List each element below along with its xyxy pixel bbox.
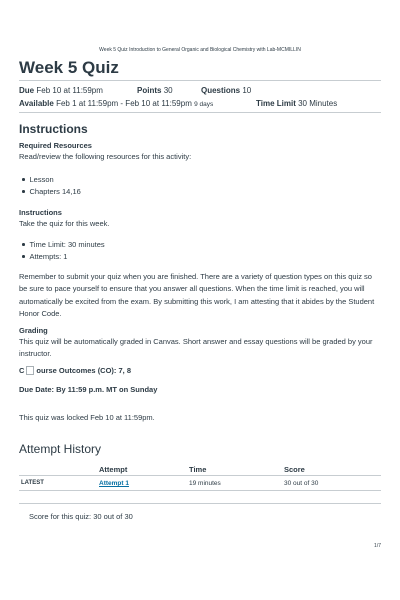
grading-text: This quiz will be automatically graded in Canvas. Short answer and essay questions will be graded by your instructor.	[19, 337, 373, 359]
attempt-score: 30 out of 30	[284, 480, 319, 487]
table-row-divider	[19, 490, 381, 491]
available-value: Feb 1 at 11:59pm - Feb 10 at 11:59pm	[56, 99, 192, 108]
questions-info	[201, 86, 251, 95]
grading-heading: Grading	[19, 326, 48, 335]
title-divider	[19, 80, 381, 81]
course-outcomes	[19, 366, 131, 375]
meta-divider	[19, 112, 381, 113]
available-info	[19, 99, 213, 108]
course-outcomes-text: ourse Outcomes (CO): 7, 8	[36, 366, 132, 375]
due-value: Feb 10 at 11:59pm	[36, 86, 103, 95]
points-value: 30	[163, 86, 173, 95]
available-days: 9 days	[194, 101, 214, 108]
column-header-score: Score	[284, 465, 305, 474]
instructions-heading: Instructions	[19, 122, 88, 136]
latest-label: LATEST	[21, 480, 44, 486]
score-summary: Score for this quiz: 30 out of 30	[29, 512, 133, 521]
required-resources-heading: Required Resources	[19, 141, 92, 150]
time-limit-value: 30 Minutes	[298, 99, 338, 108]
resource-item: Lesson	[29, 175, 54, 184]
bullet-icon	[22, 243, 25, 246]
instruction-item: Attempts: 1	[29, 252, 68, 261]
page-number: 1/7	[374, 543, 381, 549]
bullet-icon	[22, 178, 25, 181]
attempt-link[interactable]: Attempt 1	[99, 480, 129, 487]
course-outcomes-prefix: C	[19, 366, 25, 375]
points-info	[137, 86, 173, 95]
questions-label: Questions	[201, 86, 241, 95]
points-label: Points	[137, 86, 162, 95]
resource-item: Chapters 14,16	[29, 187, 81, 196]
available-label: Available	[19, 99, 54, 108]
locked-notice: This quiz was locked Feb 10 at 11:59pm.	[19, 413, 155, 422]
bullet-icon	[22, 255, 25, 258]
attempt-time: 19 minutes	[189, 480, 221, 487]
score-divider	[19, 503, 381, 504]
bullet-icon	[22, 190, 25, 193]
instructions-subheading: Instructions	[19, 208, 62, 217]
list-item	[22, 175, 54, 184]
document-header: Week 5 Quiz Introduction to General Organic and Biological Chemistry with Lab-MCMILLIN	[99, 47, 301, 53]
due-info	[19, 86, 103, 95]
reminder-text: Remember to submit your quiz when you are finished. There are a variety of question types on this quiz so be sure to pace yourself to ensure that you answer all questions. When the time limit is reached, you will automatically be excited from the exam. By submitting this work, I am attesting that it abides by the Student Honor Code.	[19, 272, 375, 318]
column-header-attempt: Attempt	[99, 465, 128, 474]
attempt-history-heading: Attempt History	[19, 442, 102, 456]
questions-value: 10	[242, 86, 252, 95]
due-label: Due	[19, 86, 35, 95]
list-item	[22, 240, 105, 249]
time-limit-info	[256, 99, 337, 108]
instruction-item: Time Limit: 30 minutes	[29, 240, 105, 249]
table-header-divider	[19, 475, 381, 476]
due-date-text: Due Date: By 11:59 p.m. MT on Sunday	[19, 385, 158, 394]
required-resources-text: Read/review the following resources for this activity:	[19, 152, 192, 161]
list-item	[22, 252, 67, 261]
list-item	[22, 187, 81, 196]
broken-image-icon	[26, 366, 34, 375]
column-header-time: Time	[189, 465, 207, 474]
instructions-text: Take the quiz for this week.	[19, 219, 110, 228]
page-title: Week 5 Quiz	[19, 58, 119, 77]
time-limit-label: Time Limit	[256, 99, 296, 108]
